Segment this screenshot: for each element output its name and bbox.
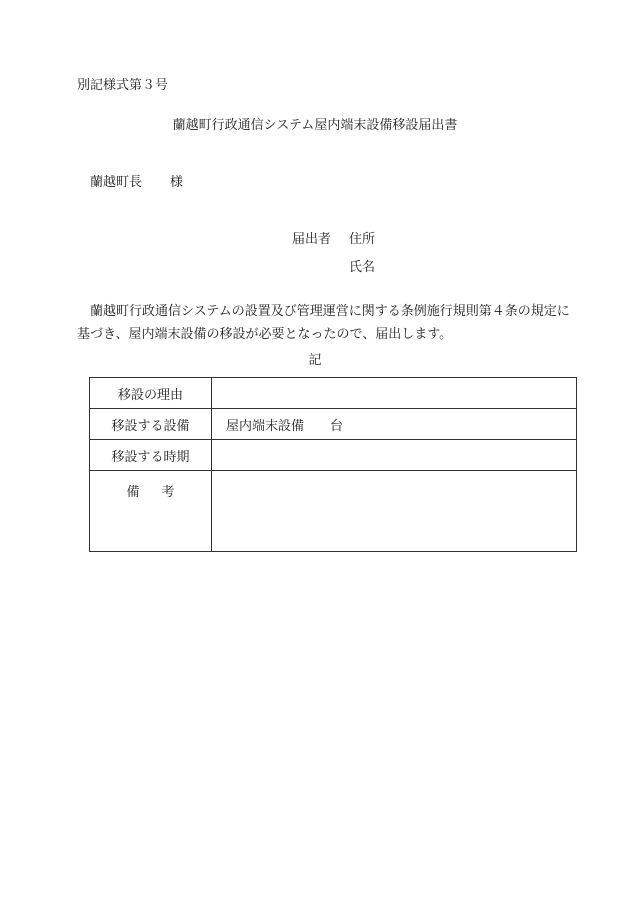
table-row-timing <box>90 440 577 471</box>
reason-label: 移設の理由 <box>90 378 212 409</box>
body-paragraph: 蘭越町行政通信システムの設置及び管理運営に関する条例施行規則第４条の規定に基づき、屋内端末設備の移設が必要となったので、届出します。 <box>77 304 570 342</box>
addressee-suffix: 様 <box>170 175 184 190</box>
equipment-label: 移設する設備 <box>90 409 212 440</box>
equipment-unit: 台 <box>330 418 344 434</box>
form-number: 別記様式第３号 <box>77 78 169 93</box>
remarks-label-part1: 備 <box>126 485 140 500</box>
name-label: 氏名 <box>349 260 376 275</box>
addressee <box>90 171 183 190</box>
timing-label: 移設する時期 <box>90 440 212 471</box>
remarks-value <box>212 471 577 552</box>
table-row-reason <box>90 378 577 409</box>
equipment-item: 屋内端末設備 <box>226 418 305 434</box>
applicant-label: 届出者 <box>292 232 332 247</box>
table-row-remarks <box>90 471 577 552</box>
reason-value <box>212 378 577 409</box>
remarks-label <box>90 471 212 552</box>
document-title: 蘭越町行政通信システム屋内端末設備移設届出書 <box>172 118 458 133</box>
remarks-label-part2: 考 <box>161 485 175 500</box>
detail-table <box>89 377 577 552</box>
address-label: 住所 <box>349 232 376 247</box>
addressee-name: 蘭越町長 <box>90 175 143 190</box>
table-row-equipment <box>90 409 577 440</box>
timing-value <box>212 440 577 471</box>
equipment-value <box>212 409 577 440</box>
ki-heading: 記 <box>308 353 322 368</box>
